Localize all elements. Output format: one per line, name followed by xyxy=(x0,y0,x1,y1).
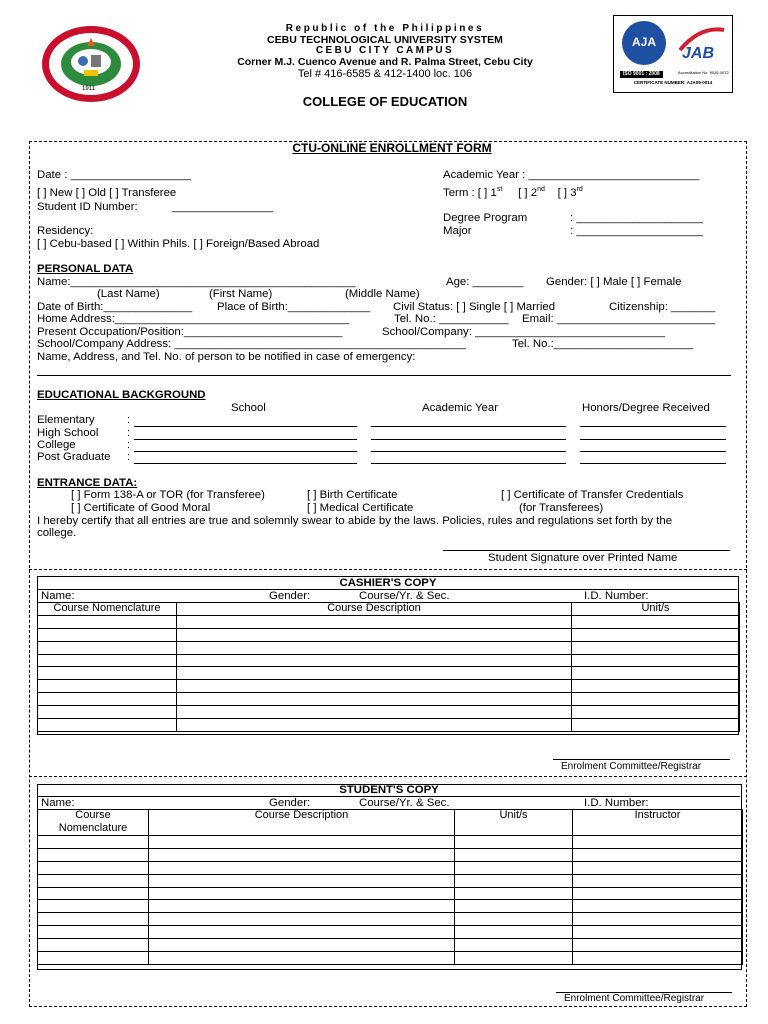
column-header: Instructor xyxy=(573,810,743,836)
birth-certificate-checkbox[interactable]: [ ] Birth Certificate xyxy=(307,489,398,501)
student-id-label: Student ID Number: xyxy=(37,201,138,213)
education-level-college: College xyxy=(37,439,76,451)
aja-badge xyxy=(622,21,666,65)
transfer-credentials-checkbox[interactable]: [ ] Certificate of Transfer Credentials xyxy=(501,489,684,501)
citizenship-field[interactable]: Citizenship: _______ xyxy=(609,301,716,313)
education-honors-field[interactable] xyxy=(580,463,726,464)
iso-label: ISO 9001 : 2008 xyxy=(620,71,663,78)
education-level-highschool: High School xyxy=(37,427,99,439)
table-row[interactable] xyxy=(38,680,740,693)
occupation-field[interactable]: Present Occupation/Position:_________________________ xyxy=(37,326,343,338)
cashier-id-label: I.D. Number: xyxy=(584,590,649,602)
education-colon: : xyxy=(127,439,131,451)
degree-program-label: Degree Program xyxy=(443,212,528,224)
table-row[interactable] xyxy=(38,926,743,939)
entrance-heading: ENTRANCE DATA: xyxy=(37,477,138,489)
education-colon: : xyxy=(127,427,131,439)
personal-data-heading: PERSONAL DATA xyxy=(37,263,134,275)
tel-field[interactable]: Tel. No.: ___________ xyxy=(394,313,509,325)
school-address-field[interactable]: School/Company Address: ______________________________________________ xyxy=(37,338,466,350)
column-header: Course Description xyxy=(149,810,455,836)
certificate-number: CERTIFICATE NUMBER: AJA09-0014 xyxy=(633,80,713,85)
term-options[interactable] xyxy=(443,188,583,199)
name-field[interactable]: Name:_____________________________________________ xyxy=(37,276,356,288)
education-year-field[interactable] xyxy=(371,426,566,427)
major-field[interactable]: : ____________________ xyxy=(570,225,704,237)
emergency-line[interactable] xyxy=(37,375,731,376)
cashier-course-table xyxy=(37,602,740,732)
column-header: Unit/s xyxy=(572,603,740,616)
table-row[interactable] xyxy=(38,861,743,874)
table-row[interactable] xyxy=(38,939,743,952)
education-col-honors: Honors/Degree Received xyxy=(582,402,710,414)
student-copy-title: STUDENT'S COPY xyxy=(339,784,439,796)
medical-certificate-checkbox[interactable]: [ ] Medical Certificate xyxy=(307,502,414,514)
term-2[interactable]: [ ] 2 xyxy=(518,187,538,199)
student-type-options[interactable]: [ ] New [ ] Old [ ] Transferee xyxy=(37,187,177,199)
form-title: CTU-ONLINE ENROLLMENT FORM xyxy=(292,141,492,155)
last-name-caption: (Last Name) xyxy=(97,288,160,300)
education-heading: EDUCATIONAL BACKGROUND xyxy=(37,389,206,401)
column-header-line: Course xyxy=(75,809,111,821)
table-row[interactable] xyxy=(38,848,743,861)
address-line: Corner M.J. Cuenco Avenue and R. Palma Street, Cebu City xyxy=(237,56,533,68)
education-school-field[interactable] xyxy=(134,426,357,427)
date-of-birth-field[interactable]: Date of Birth:______________ xyxy=(37,301,193,313)
cut-line xyxy=(29,776,747,777)
for-transferees-note: (for Transferees) xyxy=(519,502,604,514)
first-name-caption: (First Name) xyxy=(209,288,273,300)
gender-options[interactable]: Gender: [ ] Male [ ] Female xyxy=(546,276,682,288)
cashier-committee-line[interactable] xyxy=(553,759,730,760)
good-moral-checkbox[interactable]: [ ] Certificate of Good Moral xyxy=(71,502,211,514)
jab-text: JAB xyxy=(682,45,715,62)
term-3[interactable]: [ ] 3 xyxy=(557,187,577,199)
table-row[interactable] xyxy=(38,900,743,913)
table-row[interactable] xyxy=(38,887,743,900)
education-year-field[interactable] xyxy=(371,463,566,464)
residency-options[interactable]: [ ] Cebu-based [ ] Within Phils. [ ] Foreign/Based Abroad xyxy=(37,238,320,250)
date-field[interactable]: Date : ___________________ xyxy=(37,169,191,181)
student-committee-caption: Enrolment Committee/Registrar xyxy=(564,993,705,1004)
table-row[interactable] xyxy=(38,913,743,926)
education-honors-field[interactable] xyxy=(580,451,726,452)
civil-status-options[interactable]: Civil Status: [ ] Single [ ] Married xyxy=(393,301,556,313)
academic-year-field[interactable]: Academic Year : ___________________________ xyxy=(443,169,700,181)
term-rd: rd xyxy=(576,186,583,194)
term-1[interactable]: Term : [ ] 1 xyxy=(443,187,497,199)
form138-checkbox[interactable]: [ ] Form 138-A or TOR (for Transferee) xyxy=(71,489,265,501)
signature-caption: Student Signature over Printed Name xyxy=(488,552,678,564)
aja-text: AJA xyxy=(631,35,656,49)
education-colon: : xyxy=(127,451,131,463)
column-header: Course Description xyxy=(177,603,572,616)
home-address-field[interactable]: Home Address:_____________________________________ xyxy=(37,313,350,325)
place-of-birth-field[interactable]: Place of Birth:_____________ xyxy=(217,301,371,313)
education-school-field[interactable] xyxy=(134,451,357,452)
major-label: Major xyxy=(443,225,472,237)
certification-logos xyxy=(613,15,733,93)
cashier-gender-label: Gender: xyxy=(269,590,311,602)
education-school-field[interactable] xyxy=(134,439,357,440)
table-row[interactable] xyxy=(38,693,740,706)
education-honors-field[interactable] xyxy=(580,439,726,440)
cashier-name-label: Name: xyxy=(41,590,75,602)
school-tel-field[interactable]: Tel. No.:______________________ xyxy=(512,338,694,350)
table-row[interactable] xyxy=(38,874,743,887)
education-school-field[interactable] xyxy=(134,463,357,464)
student-id-label: I.D. Number: xyxy=(584,797,649,809)
term-st: st xyxy=(496,186,503,194)
republic-line: Republic of the Philippines xyxy=(285,23,485,34)
table-row[interactable] xyxy=(38,641,740,654)
column-header: Unit/s xyxy=(455,810,573,836)
college-name: COLLEGE OF EDUCATION xyxy=(302,94,468,109)
degree-program-field[interactable]: : ____________________ xyxy=(570,212,704,224)
student-id-field[interactable]: ________________ xyxy=(172,201,274,213)
table-row[interactable] xyxy=(38,654,740,667)
education-level-elementary: Elementary xyxy=(37,414,95,426)
student-course-label: Course/Yr. & Sec. xyxy=(359,797,450,809)
seal-year: 1911 xyxy=(82,86,95,92)
column-header: Course Nomenclature xyxy=(38,603,177,616)
education-col-year: Academic Year xyxy=(422,402,498,414)
education-col-school: School xyxy=(231,402,266,414)
term-nd: nd xyxy=(537,186,545,194)
age-field[interactable]: Age: ________ xyxy=(446,276,524,288)
column-header xyxy=(38,810,149,836)
education-year-field[interactable] xyxy=(371,451,566,452)
certification-statement-cont: college. xyxy=(37,527,77,539)
table-row[interactable] xyxy=(38,836,743,849)
education-honors-field[interactable] xyxy=(580,426,726,427)
cashier-copy-title: CASHIER'S COPY xyxy=(339,577,437,589)
student-course-table xyxy=(37,809,743,965)
cashier-course-label: Course/Yr. & Sec. xyxy=(359,590,450,602)
table-row[interactable] xyxy=(38,719,740,732)
campus-name: CEBU CITY CAMPUS xyxy=(315,45,455,56)
telephone-line: Tel # 416-6585 & 412-1400 loc. 106 xyxy=(297,68,473,80)
certification-statement: I hereby certify that all entries are true and solemnly swear to abide by the laws. Policies, rules and regulations set forth by the xyxy=(37,515,673,527)
accreditation-number: Accreditation No. 9026-0072 xyxy=(678,70,729,75)
education-level-postgrad: Post Graduate xyxy=(37,451,111,463)
table-row[interactable] xyxy=(38,667,740,680)
table-row[interactable] xyxy=(38,952,743,965)
email-field[interactable]: Email: _________________________ xyxy=(522,313,716,325)
table-row[interactable] xyxy=(38,628,740,641)
residency-label: Residency: xyxy=(37,225,94,237)
student-name-label: Name: xyxy=(41,797,75,809)
middle-name-caption: (Middle Name) xyxy=(345,288,420,300)
table-header-row xyxy=(38,810,743,836)
university-name: CEBU TECHNOLOGICAL UNIVERSITY SYSTEM xyxy=(267,34,503,46)
table-header-row xyxy=(38,603,740,616)
emergency-label: Name, Address, and Tel. No. of person to be notified in case of emergency: xyxy=(37,351,416,363)
jab-logo xyxy=(676,24,726,68)
cut-line xyxy=(29,569,747,570)
school-company-field[interactable]: School/Company: ______________________________ xyxy=(382,326,666,338)
table-row[interactable] xyxy=(38,615,740,628)
signature-line[interactable] xyxy=(443,550,730,551)
education-year-field[interactable] xyxy=(371,439,566,440)
column-header-line: Nomenclature xyxy=(58,822,128,834)
education-colon: : xyxy=(127,414,131,426)
cashier-committee-caption: Enrolment Committee/Registrar xyxy=(561,761,702,772)
table-row[interactable] xyxy=(38,706,740,719)
student-gender-label: Gender: xyxy=(269,797,311,809)
